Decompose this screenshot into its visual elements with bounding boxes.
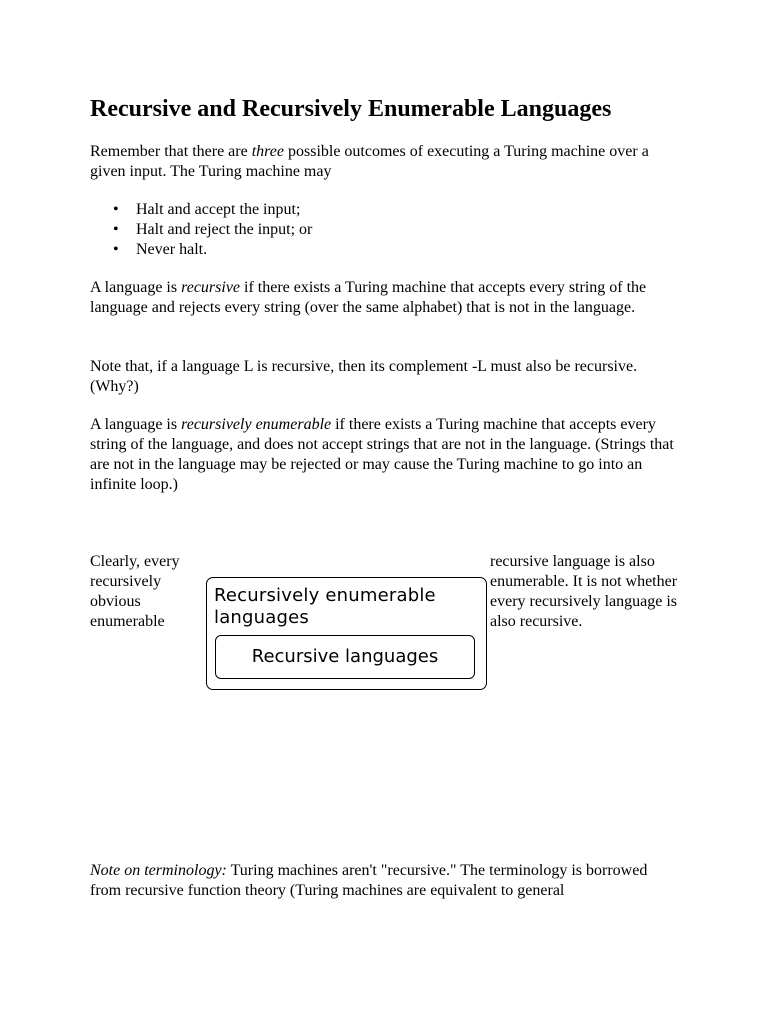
list-item-text: Halt and accept the input;	[136, 201, 301, 218]
clearly-right-column: recursive language is also enumerable. It is not whether every recursively language is also recursive.	[490, 553, 678, 630]
list-item	[90, 240, 312, 260]
list-item-text: Halt and reject the input; or	[136, 221, 313, 238]
clearly-left-column: Clearly, every recursively obvious enumerable	[90, 553, 180, 630]
bullet-icon: •	[113, 201, 119, 218]
bullet-icon: •	[113, 241, 119, 258]
re-def-before: A language is	[90, 416, 182, 433]
language-hierarchy-diagram	[206, 577, 487, 690]
intro-text-before: Remember that there are	[90, 143, 252, 160]
complement-note: Note that, if a language L is recursive, then its complement -L must also be recursive. (Why?)	[90, 358, 638, 395]
recursive-languages-label: Recursive languages	[251, 646, 439, 667]
list-item-text: Never halt.	[136, 241, 208, 258]
outcomes-list	[90, 200, 312, 260]
recursive-definition	[90, 278, 678, 318]
recursive-def-after: if there exists a Turing machine that accepts every string of the language and rejects every string (over the same alphabet) that is not in the language.	[90, 279, 647, 316]
re-languages-label: Recursively enumerable languages	[214, 585, 436, 628]
re-term: recursively enumerable	[181, 416, 332, 433]
list-item	[90, 220, 312, 240]
intro-text-after: possible outcomes of executing a Turing machine over a given input. The Turing machine may	[90, 143, 649, 180]
re-def-after: if there exists a Turing machine that accepts every string of the language, and does not accept strings that are not in the language. (Strings that are not in the language may be rejected or may cause the Turing machine to go into an infinite loop.)	[90, 416, 674, 493]
terminology-note	[90, 861, 680, 901]
bullet-icon: •	[113, 221, 119, 238]
intro-paragraph	[90, 142, 678, 182]
recursive-def-before: A language is	[90, 279, 182, 296]
recursive-term: recursive	[181, 279, 241, 296]
intro-emphasis: three	[251, 143, 284, 160]
terminology-text: Turing machines aren't "recursive." The terminology is borrowed from recursive function theory (Turing machines are equivalent to general	[90, 862, 648, 899]
page-title: Recursive and Recursively Enumerable Languages	[90, 96, 612, 122]
terminology-label: Note on terminology:	[90, 862, 227, 879]
re-definition	[90, 415, 678, 495]
recursive-languages-box	[215, 635, 475, 679]
list-item	[90, 200, 312, 220]
